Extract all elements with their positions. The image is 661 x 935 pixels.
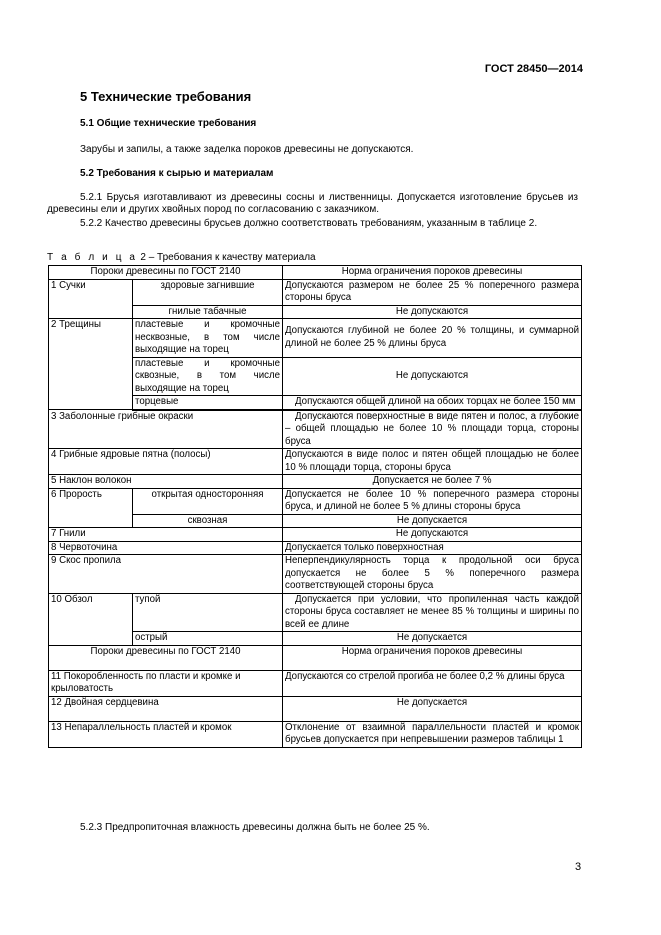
row-name: 7 Гнили [49,528,283,542]
repeat-header-norm: Норма ограничения пороков древесины [283,645,582,670]
row-name: 3 Заболонные грибные окраски [49,410,283,449]
table-row [49,449,582,475]
row-subtype: гнилые табачные [133,305,283,319]
table-row [49,721,582,747]
row-subtype: торцевые [133,396,283,410]
table-row [49,475,582,489]
row-norm: Допускаются в виде полос и пятен общей площадью не более 10 % площади торца, стороны бруса [283,449,582,475]
row-norm: Допускается не более 7 % [283,475,582,489]
table-row [49,319,582,358]
page-number: 3 [575,861,582,873]
paragraph-5-2-1: 5.2.1 Брусья изготавливают из древесины сосны и лиственницы. Допускается изготовление брусьев из древесины ели и других хвойных пород по согласованию с заказчиком. [47,192,578,215]
table-caption-prefix: Т а б л и ц а [47,252,138,263]
row-norm: Допускается при условии, что пропиленная часть каждой стороны бруса составляет не менее 85 % толщины и ширины по всей ее длине [283,593,582,632]
row-subtype: здоровые загнившие [133,279,283,305]
row-name: 11 Покоробленность по пласти и кромке и крыловатость [49,670,283,696]
header-defects: Пороки древесины по ГОСТ 2140 [49,266,283,280]
header-norm: Норма ограничения пороков древесины [283,266,582,280]
row-norm: Не допускается [283,632,582,646]
row-subtype: острый [133,632,283,646]
table-header-row [49,266,582,280]
repeat-header-defects: Пороки древесины по ГОСТ 2140 [49,645,283,670]
table-row [49,593,582,632]
table-row [49,488,582,514]
row-norm: Не допускается [283,696,582,721]
row-norm: Неперпендикулярность торца к продольной оси бруса допускается не более 5 % поперечного размера соответствующей стороны бруса [283,555,582,594]
table-repeat-header-row [49,645,582,670]
table-row [49,670,582,696]
row-subtype: тупой [133,593,283,632]
row-name: 5 Наклон волокон [49,475,283,489]
row-name: 6 Прорость [49,488,133,528]
paragraph-5-2-3: 5.2.3 Предпропиточная влажность древесины должна быть не более 25 %. [80,822,430,833]
row-norm: Допускается не более 10 % поперечного размера стороны бруса, и длиной не более 5 % длины стороны бруса [283,488,582,514]
table-row [49,528,582,542]
table-row [49,279,582,305]
row-norm: Допускаются общей длиной на обоих торцах не более 150 мм [283,396,582,410]
table-row [49,541,582,555]
row-norm: Допускается только поверхностная [283,541,582,555]
requirements-table [48,265,582,748]
row-name: 4 Грибные ядровые пятна (полосы) [49,449,283,475]
row-norm: Не допускаются [283,528,582,542]
row-subtype: пластевые и кромочные сквозные, в том числе выходящие на торец [133,357,283,396]
row-subtype: пластевые и кромочные несквозные, в том числе выходящие на торец [133,319,283,358]
table-caption-text: 2 – Требования к качеству материала [137,252,316,263]
row-norm: Не допускаются [283,305,582,319]
subsection-materials: 5.2 Требования к сырью и материалам [80,168,274,179]
row-name: 10 Обзол [49,593,133,645]
row-norm: Допускаются поверхностные в виде пятен и полос, а глубокие – общей площадью не более 10 % площади торца, стороны бруса [283,410,582,449]
row-norm: Допускаются размером не более 25 % поперечного размера стороны бруса [283,279,582,305]
row-subtype: открытая односторонняя [133,488,283,514]
paragraph-5-2-2: 5.2.2 Качество древесины брусьев должно соответствовать требованиям, указанным в таблице 2. [80,218,538,229]
row-name: 13 Непараллельность пластей и кромок [49,721,283,747]
row-norm: Допускаются глубиной не более 20 % толщины, и суммарной длиной не более 25 % длины бруса [283,319,582,358]
row-name: 1 Сучки [49,279,133,319]
row-norm: Не допускаются [283,357,582,396]
paragraph-general: Зарубы и запилы, а также заделка пороков древесины не допускаются. [80,144,414,155]
row-norm: Не допускается [283,514,582,528]
table-row [49,555,582,594]
row-name: 9 Скос пропила [49,555,283,594]
row-subtype: сквозная [133,514,283,528]
section-title: 5 Технические требования [80,89,252,104]
row-name: 12 Двойная сердцевина [49,696,283,721]
table-row [49,410,582,449]
subsection-general: 5.1 Общие технические требования [80,118,257,129]
document-code: ГОСТ 28450—2014 [484,63,583,75]
row-name: 8 Червоточина [49,541,283,555]
row-norm: Отклонение от взаимной параллельности пластей и кромок брусьев допускается при непревышении размеров таблицы 1 [283,721,582,747]
table-row [49,696,582,721]
row-name: 2 Трещины [49,319,133,410]
row-norm: Допускаются со стрелой прогиба не более 0,2 % длины бруса [283,670,582,696]
table-caption [47,252,316,263]
